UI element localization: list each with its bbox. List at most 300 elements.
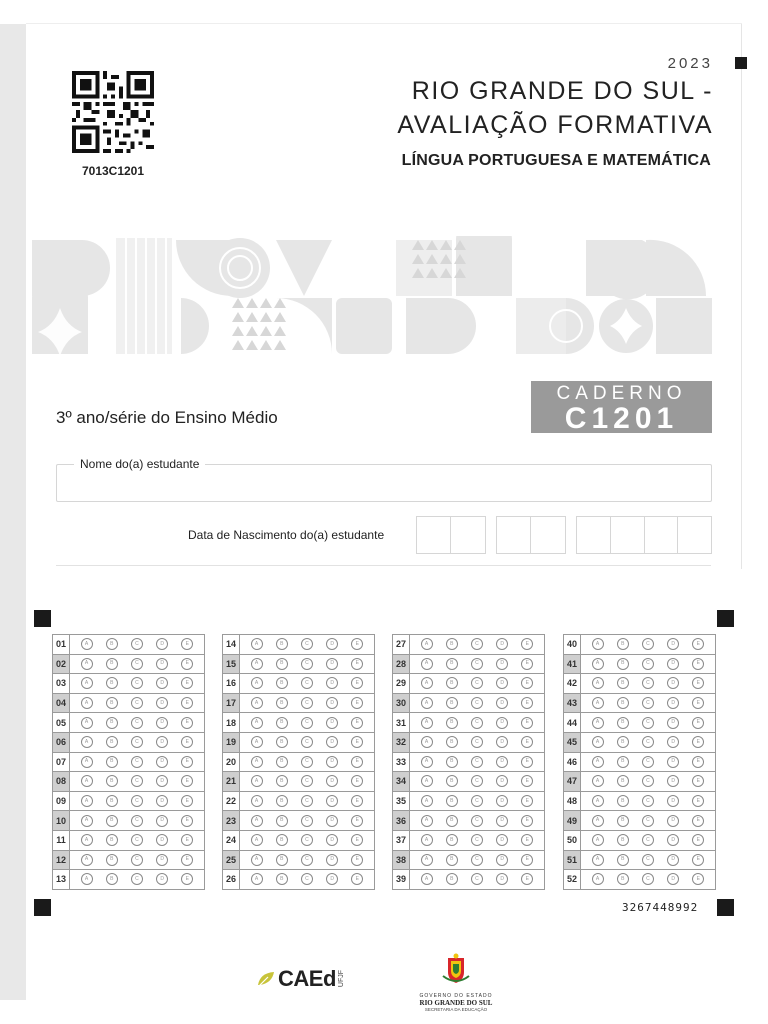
answer-bubble[interactable]: A — [421, 736, 433, 748]
answer-bubble[interactable]: B — [276, 775, 288, 787]
answer-bubble[interactable]: E — [351, 658, 363, 670]
answer-bubble[interactable]: E — [521, 697, 533, 709]
answer-bubble[interactable]: A — [251, 658, 263, 670]
answer-options — [70, 697, 204, 709]
answer-bubble[interactable]: A — [81, 756, 93, 768]
answer-bubble[interactable]: E — [181, 873, 193, 885]
answer-bubble[interactable]: D — [326, 638, 338, 650]
answer-bubble[interactable]: A — [251, 854, 263, 866]
answer-bubble[interactable]: A — [81, 658, 93, 670]
answer-bubble[interactable]: A — [421, 638, 433, 650]
answer-bubble[interactable]: D — [326, 658, 338, 670]
answer-bubble[interactable]: A — [592, 736, 604, 748]
answer-row — [53, 870, 204, 889]
answer-bubble[interactable]: D — [496, 795, 508, 807]
answer-bubble[interactable]: B — [106, 658, 118, 670]
answer-bubble[interactable]: E — [521, 873, 533, 885]
dob-year-digit-4[interactable] — [678, 517, 711, 553]
question-number: 26 — [223, 870, 240, 889]
answer-bubble[interactable]: E — [692, 677, 704, 689]
answer-bubble[interactable]: E — [692, 834, 704, 846]
answer-options — [240, 854, 374, 866]
answer-row — [53, 635, 204, 655]
answer-row — [393, 674, 544, 694]
answer-bubble[interactable]: C — [301, 815, 313, 827]
answer-bubble[interactable]: C — [131, 795, 143, 807]
answer-bubble[interactable]: D — [156, 717, 168, 729]
answer-bubble[interactable]: C — [131, 638, 143, 650]
answer-bubble[interactable]: A — [251, 736, 263, 748]
answer-bubble[interactable]: B — [276, 658, 288, 670]
answer-bubble[interactable]: D — [326, 717, 338, 729]
answer-bubble[interactable]: B — [106, 854, 118, 866]
answer-bubble[interactable]: C — [131, 677, 143, 689]
answer-bubble[interactable]: E — [521, 677, 533, 689]
answer-bubble[interactable]: E — [692, 658, 704, 670]
answer-bubble[interactable]: D — [496, 717, 508, 729]
answer-bubble[interactable]: A — [81, 834, 93, 846]
answer-bubble[interactable]: D — [667, 873, 679, 885]
answer-options — [410, 677, 544, 689]
answer-bubble[interactable]: B — [276, 697, 288, 709]
answer-options — [70, 815, 204, 827]
answer-bubble[interactable]: A — [81, 795, 93, 807]
answer-bubble[interactable]: D — [496, 697, 508, 709]
answer-bubble[interactable]: C — [642, 697, 654, 709]
answer-bubble[interactable]: B — [617, 638, 629, 650]
answer-bubble[interactable]: B — [446, 854, 458, 866]
answer-bubble[interactable]: B — [106, 775, 118, 787]
answer-bubble[interactable]: D — [667, 775, 679, 787]
answer-bubble[interactable]: E — [351, 697, 363, 709]
answer-bubble[interactable]: B — [106, 677, 118, 689]
answer-bubble[interactable]: A — [251, 638, 263, 650]
answer-bubble[interactable]: B — [617, 815, 629, 827]
answer-bubble[interactable]: B — [106, 795, 118, 807]
answer-bubble[interactable]: E — [351, 638, 363, 650]
answer-bubble[interactable]: E — [692, 873, 704, 885]
answer-bubble[interactable]: D — [156, 658, 168, 670]
answer-bubble[interactable]: E — [521, 638, 533, 650]
answer-bubble[interactable]: D — [667, 677, 679, 689]
answer-bubble[interactable]: E — [351, 854, 363, 866]
answer-bubble[interactable]: C — [471, 854, 483, 866]
answer-bubble[interactable]: B — [106, 873, 118, 885]
answer-bubble[interactable]: E — [351, 815, 363, 827]
answer-bubble[interactable]: E — [692, 736, 704, 748]
answer-bubble[interactable]: D — [667, 815, 679, 827]
answer-bubble[interactable]: E — [692, 795, 704, 807]
answer-bubble[interactable]: A — [251, 677, 263, 689]
answer-bubble[interactable]: A — [592, 854, 604, 866]
answer-bubble[interactable]: A — [592, 677, 604, 689]
answer-bubble[interactable]: E — [181, 658, 193, 670]
answer-bubble[interactable]: A — [81, 697, 93, 709]
answer-bubble[interactable]: D — [156, 815, 168, 827]
answer-bubble[interactable]: C — [131, 756, 143, 768]
answer-bubble[interactable]: A — [592, 638, 604, 650]
answer-bubble[interactable]: C — [471, 775, 483, 787]
answer-bubble[interactable]: B — [617, 756, 629, 768]
answer-row — [223, 772, 374, 792]
answer-bubble[interactable]: C — [642, 638, 654, 650]
answer-bubble[interactable]: C — [301, 717, 313, 729]
answer-bubble[interactable]: D — [156, 775, 168, 787]
answer-bubble[interactable]: D — [156, 697, 168, 709]
answer-bubble[interactable]: E — [181, 677, 193, 689]
answer-bubble[interactable]: B — [276, 736, 288, 748]
answer-bubble[interactable]: C — [131, 815, 143, 827]
answer-bubble[interactable]: A — [421, 697, 433, 709]
answer-bubble[interactable]: C — [301, 756, 313, 768]
answer-bubble[interactable]: E — [181, 815, 193, 827]
answer-bubble[interactable]: A — [592, 717, 604, 729]
answer-bubble[interactable]: C — [642, 677, 654, 689]
answer-bubble[interactable]: A — [421, 717, 433, 729]
answer-bubble[interactable]: D — [326, 775, 338, 787]
answer-bubble[interactable]: C — [642, 815, 654, 827]
answer-bubble[interactable]: A — [81, 638, 93, 650]
question-number: 01 — [53, 635, 70, 654]
answer-bubble[interactable]: B — [276, 854, 288, 866]
answer-bubble[interactable]: C — [471, 756, 483, 768]
answer-bubble[interactable]: D — [667, 736, 679, 748]
dob-month-digit-1[interactable] — [497, 517, 531, 553]
answer-bubble[interactable]: C — [471, 736, 483, 748]
answer-bubble[interactable]: E — [351, 834, 363, 846]
answer-bubble[interactable]: C — [471, 638, 483, 650]
answer-bubble[interactable]: C — [471, 834, 483, 846]
answer-bubble[interactable]: B — [446, 756, 458, 768]
answer-bubble[interactable]: B — [446, 736, 458, 748]
dob-year-digit-1[interactable] — [577, 517, 611, 553]
answer-bubble[interactable]: E — [351, 677, 363, 689]
answer-bubble[interactable]: C — [301, 736, 313, 748]
title-line-2: AVALIAÇÃO FORMATIVA — [397, 111, 713, 139]
answer-bubble[interactable]: E — [181, 834, 193, 846]
answer-bubble[interactable]: A — [251, 775, 263, 787]
answer-bubble[interactable]: B — [276, 795, 288, 807]
answer-bubble[interactable]: D — [667, 697, 679, 709]
answer-bubble[interactable]: D — [326, 795, 338, 807]
answer-bubble[interactable]: D — [156, 756, 168, 768]
answer-bubble[interactable]: E — [521, 736, 533, 748]
answer-bubble[interactable]: E — [521, 717, 533, 729]
dob-year-digit-2[interactable] — [611, 517, 645, 553]
answer-bubble[interactable]: C — [301, 834, 313, 846]
answer-bubble[interactable]: A — [421, 775, 433, 787]
answer-bubble[interactable]: C — [131, 834, 143, 846]
dob-year-digit-3[interactable] — [645, 517, 679, 553]
answer-bubble[interactable]: A — [251, 717, 263, 729]
answer-bubble[interactable]: E — [351, 717, 363, 729]
answer-bubble[interactable]: C — [471, 815, 483, 827]
answer-bubble[interactable]: B — [446, 697, 458, 709]
answer-bubble[interactable]: B — [617, 873, 629, 885]
answer-bubble[interactable]: D — [496, 854, 508, 866]
answer-bubble[interactable]: C — [471, 658, 483, 670]
answer-bubble[interactable]: C — [471, 795, 483, 807]
answer-bubble[interactable]: C — [642, 756, 654, 768]
answer-bubble[interactable]: C — [642, 736, 654, 748]
answer-bubble[interactable]: B — [617, 697, 629, 709]
answer-bubble[interactable]: A — [81, 854, 93, 866]
answer-bubble[interactable]: C — [301, 658, 313, 670]
answer-bubble[interactable]: C — [131, 854, 143, 866]
answer-bubble[interactable]: A — [592, 815, 604, 827]
answer-bubble[interactable]: B — [617, 677, 629, 689]
answer-row — [393, 655, 544, 675]
answer-bubble[interactable]: D — [326, 677, 338, 689]
answer-bubble[interactable]: B — [106, 638, 118, 650]
answer-bubble[interactable]: B — [446, 834, 458, 846]
answer-bubble[interactable]: B — [276, 873, 288, 885]
answer-bubble[interactable]: A — [81, 815, 93, 827]
answer-row — [564, 870, 715, 889]
answer-bubble[interactable]: E — [521, 815, 533, 827]
answer-bubble[interactable]: A — [592, 873, 604, 885]
answer-options — [240, 775, 374, 787]
dob-day-digit-1[interactable] — [417, 517, 451, 553]
answer-bubble[interactable]: E — [692, 775, 704, 787]
answer-bubble[interactable]: E — [181, 717, 193, 729]
answer-bubble[interactable]: D — [496, 775, 508, 787]
answer-bubble[interactable]: D — [667, 834, 679, 846]
answer-bubble[interactable]: D — [156, 638, 168, 650]
answer-bubble[interactable]: A — [251, 756, 263, 768]
answer-bubble[interactable]: A — [421, 815, 433, 827]
answer-bubble[interactable]: B — [446, 717, 458, 729]
answer-bubble[interactable]: B — [446, 795, 458, 807]
answer-bubble[interactable]: C — [642, 775, 654, 787]
answer-bubble[interactable]: E — [521, 795, 533, 807]
answer-bubble[interactable]: B — [617, 658, 629, 670]
answer-bubble[interactable]: E — [181, 638, 193, 650]
answer-bubble[interactable]: A — [251, 873, 263, 885]
answer-bubble[interactable]: B — [617, 775, 629, 787]
answer-bubble[interactable]: D — [326, 697, 338, 709]
answer-bubble[interactable]: B — [446, 775, 458, 787]
answer-bubble[interactable]: A — [421, 756, 433, 768]
answer-bubble[interactable]: D — [496, 873, 508, 885]
answer-bubble[interactable]: D — [496, 677, 508, 689]
answer-bubble[interactable]: B — [106, 756, 118, 768]
dob-day-digit-2[interactable] — [451, 517, 485, 553]
answer-bubble[interactable]: D — [156, 677, 168, 689]
answer-bubble[interactable]: D — [326, 815, 338, 827]
answer-bubble[interactable]: C — [642, 873, 654, 885]
answer-bubble[interactable]: C — [301, 775, 313, 787]
answer-bubble[interactable]: C — [131, 697, 143, 709]
answer-bubble[interactable]: A — [421, 795, 433, 807]
registration-marker-top-right — [717, 610, 734, 627]
answer-bubble[interactable]: E — [181, 736, 193, 748]
answer-bubble[interactable]: D — [496, 834, 508, 846]
answer-options — [581, 658, 715, 670]
answer-options — [70, 873, 204, 885]
answer-bubble[interactable]: A — [421, 677, 433, 689]
answer-bubble[interactable]: D — [496, 638, 508, 650]
question-number: 06 — [53, 733, 70, 752]
answer-bubble[interactable]: A — [421, 873, 433, 885]
answer-bubble[interactable]: A — [592, 697, 604, 709]
answer-bubble[interactable]: B — [446, 815, 458, 827]
answer-column — [392, 634, 545, 890]
answer-bubble[interactable]: B — [276, 834, 288, 846]
answer-bubble[interactable]: C — [471, 677, 483, 689]
answer-bubble[interactable]: C — [642, 854, 654, 866]
answer-bubble[interactable]: E — [351, 775, 363, 787]
answer-bubble[interactable]: D — [667, 795, 679, 807]
answer-row — [53, 694, 204, 714]
answer-bubble[interactable]: B — [446, 873, 458, 885]
answer-bubble[interactable]: E — [181, 795, 193, 807]
answer-bubble[interactable]: A — [81, 775, 93, 787]
answer-bubble[interactable]: D — [667, 854, 679, 866]
answer-bubble[interactable]: A — [81, 873, 93, 885]
answer-bubble[interactable]: B — [276, 756, 288, 768]
answer-bubble[interactable]: B — [617, 795, 629, 807]
answer-bubble[interactable]: E — [181, 756, 193, 768]
answer-bubble[interactable]: D — [326, 873, 338, 885]
answer-bubble[interactable]: A — [421, 834, 433, 846]
answer-bubble[interactable]: A — [421, 658, 433, 670]
answer-bubble[interactable]: B — [106, 717, 118, 729]
answer-bubble[interactable]: D — [667, 756, 679, 768]
answer-bubble[interactable]: E — [692, 756, 704, 768]
answer-bubble[interactable]: A — [251, 834, 263, 846]
answer-bubble[interactable]: E — [692, 697, 704, 709]
question-number: 45 — [564, 733, 581, 752]
answer-bubble[interactable]: B — [617, 854, 629, 866]
answer-bubble[interactable]: D — [156, 736, 168, 748]
answer-bubble[interactable]: D — [156, 873, 168, 885]
answer-bubble[interactable]: B — [446, 677, 458, 689]
dob-year-field[interactable] — [576, 516, 712, 554]
answer-bubble[interactable]: B — [617, 834, 629, 846]
answer-bubble[interactable]: C — [301, 697, 313, 709]
answer-options — [410, 834, 544, 846]
answer-bubble[interactable]: A — [81, 717, 93, 729]
answer-bubble[interactable]: E — [521, 775, 533, 787]
answer-bubble[interactable]: D — [326, 854, 338, 866]
answer-bubble[interactable]: C — [301, 873, 313, 885]
answer-options — [581, 736, 715, 748]
answer-bubble[interactable]: A — [592, 775, 604, 787]
answer-bubble[interactable]: C — [131, 873, 143, 885]
answer-bubble[interactable]: B — [276, 717, 288, 729]
answer-bubble[interactable]: D — [496, 658, 508, 670]
answer-bubble[interactable]: B — [106, 815, 118, 827]
answer-bubble[interactable]: C — [131, 658, 143, 670]
answer-bubble[interactable]: E — [521, 756, 533, 768]
answer-bubble[interactable]: A — [81, 677, 93, 689]
answer-bubble[interactable]: A — [592, 756, 604, 768]
answer-bubble[interactable]: E — [692, 717, 704, 729]
answer-bubble[interactable]: D — [667, 638, 679, 650]
caed-logo — [256, 966, 345, 992]
answer-bubble[interactable]: D — [667, 717, 679, 729]
answer-bubble[interactable]: E — [692, 638, 704, 650]
question-number: 39 — [393, 870, 410, 889]
answer-bubble[interactable]: D — [156, 834, 168, 846]
answer-bubble[interactable]: D — [667, 658, 679, 670]
answer-bubble[interactable]: D — [496, 736, 508, 748]
answer-bubble[interactable]: C — [471, 873, 483, 885]
answer-bubble[interactable]: C — [642, 795, 654, 807]
answer-bubble[interactable]: E — [351, 795, 363, 807]
answer-bubble[interactable]: C — [471, 717, 483, 729]
answer-bubble[interactable]: B — [617, 736, 629, 748]
answer-bubble[interactable]: E — [351, 756, 363, 768]
answer-bubble[interactable]: C — [642, 717, 654, 729]
answer-bubble[interactable]: A — [592, 658, 604, 670]
answer-bubble[interactable]: E — [181, 854, 193, 866]
dob-month-field[interactable] — [496, 516, 566, 554]
answer-bubble[interactable]: C — [131, 775, 143, 787]
answer-bubble[interactable]: A — [592, 795, 604, 807]
answer-bubble[interactable]: B — [617, 717, 629, 729]
answer-row — [223, 811, 374, 831]
state-coat-of-arms-icon — [439, 952, 473, 986]
answer-options — [70, 795, 204, 807]
answer-bubble[interactable]: B — [106, 736, 118, 748]
answer-bubble[interactable]: D — [326, 756, 338, 768]
answer-bubble[interactable]: C — [642, 834, 654, 846]
answer-bubble[interactable]: C — [301, 638, 313, 650]
answer-bubble[interactable]: D — [496, 756, 508, 768]
answer-bubble[interactable]: A — [421, 854, 433, 866]
answer-bubble[interactable]: E — [521, 658, 533, 670]
answer-bubble[interactable]: D — [326, 834, 338, 846]
answer-bubble[interactable]: B — [446, 638, 458, 650]
answer-bubble[interactable]: B — [276, 638, 288, 650]
answer-bubble[interactable]: E — [351, 736, 363, 748]
answer-bubble[interactable]: B — [446, 658, 458, 670]
answer-bubble[interactable]: A — [81, 736, 93, 748]
answer-bubble[interactable]: C — [471, 697, 483, 709]
answer-bubble[interactable]: E — [351, 873, 363, 885]
answer-bubble[interactable]: E — [521, 854, 533, 866]
answer-bubble[interactable]: B — [106, 834, 118, 846]
answer-bubble[interactable]: B — [276, 815, 288, 827]
answer-bubble[interactable]: D — [496, 815, 508, 827]
answer-row — [564, 713, 715, 733]
answer-bubble[interactable]: D — [156, 854, 168, 866]
answer-bubble[interactable]: C — [131, 736, 143, 748]
answer-bubble[interactable]: C — [301, 795, 313, 807]
answer-bubble[interactable]: A — [251, 697, 263, 709]
answer-bubble[interactable]: C — [301, 677, 313, 689]
answer-bubble[interactable]: B — [106, 697, 118, 709]
answer-bubble[interactable]: A — [592, 834, 604, 846]
answer-bubble[interactable]: D — [156, 795, 168, 807]
answer-bubble[interactable]: E — [692, 854, 704, 866]
answer-bubble[interactable]: C — [131, 717, 143, 729]
answer-bubble[interactable]: E — [181, 697, 193, 709]
dob-month-digit-2[interactable] — [531, 517, 565, 553]
answer-bubble[interactable]: C — [301, 854, 313, 866]
answer-bubble[interactable]: A — [251, 815, 263, 827]
answer-bubble[interactable]: B — [276, 677, 288, 689]
answer-bubble[interactable]: C — [642, 658, 654, 670]
answer-bubble[interactable]: A — [251, 795, 263, 807]
dob-day-field[interactable] — [416, 516, 486, 554]
answer-bubble[interactable]: E — [692, 815, 704, 827]
answer-bubble[interactable]: E — [181, 775, 193, 787]
answer-bubble[interactable]: E — [521, 834, 533, 846]
answer-bubble[interactable]: D — [326, 736, 338, 748]
